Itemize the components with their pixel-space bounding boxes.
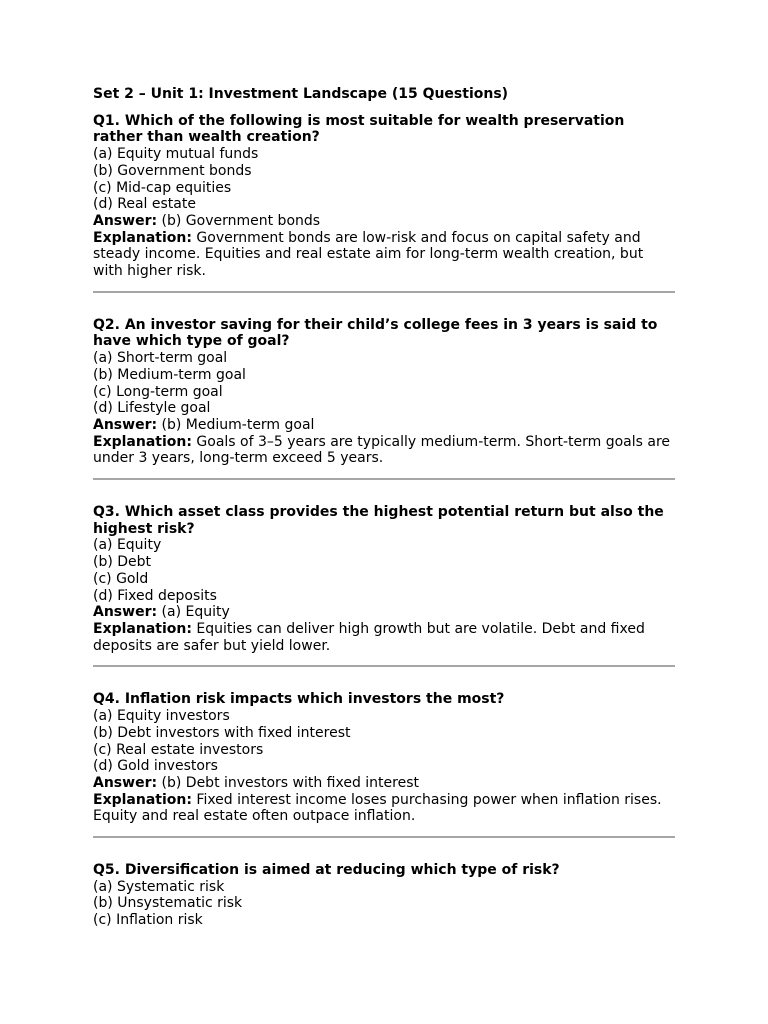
answer-option: (d) Real estate <box>93 196 196 213</box>
answer-option: (d) Lifestyle goal <box>93 400 211 417</box>
explanation-text: Goals of 3–5 years are typically medium-term. Short-term goals are under 3 years, long-term exceed 5 years. <box>93 433 671 467</box>
explanation-text: Government bonds are low-risk and focus on capital safety and steady income. Equities and real estate aim for long-term wealth creation, but with higher risk. <box>93 229 644 280</box>
answer-option: (a) Equity <box>93 537 162 554</box>
question-text: Q5. Diversification is aimed at reducing which type of risk? <box>93 862 560 879</box>
answer-option: (b) Debt investors with fixed interest <box>93 724 351 741</box>
answer-option: (b) Government bonds <box>93 162 252 179</box>
answer-line <box>93 213 675 230</box>
answer-line <box>93 775 675 792</box>
question-block <box>93 691 675 825</box>
question-block <box>93 504 675 654</box>
answer-option: (c) Gold <box>93 570 149 587</box>
answer-value: (b) Debt investors with fixed interest <box>161 774 420 791</box>
explanation-line <box>93 434 675 467</box>
section-spacer <box>93 480 675 504</box>
answer-option: (b) Unsystematic risk <box>93 895 243 912</box>
answer-option: (a) Short-term goal <box>93 350 228 367</box>
question-block <box>93 113 675 280</box>
answer-option: (a) Systematic risk <box>93 878 225 895</box>
question-block <box>93 862 675 929</box>
explanation-line <box>93 621 675 654</box>
question-text: Q1. Which of the following is most suitable for wealth preservation rather than wealth creation? <box>93 112 625 146</box>
question-text: Q3. Which asset class provides the highest potential return but also the highest risk? <box>93 504 664 537</box>
answer-option: (c) Real estate investors <box>93 741 264 758</box>
answer-option: (c) Inflation risk <box>93 912 203 929</box>
question-text: Q4. Inflation risk impacts which investors the most? <box>93 691 505 708</box>
answer-line <box>93 417 675 434</box>
answer-option: (b) Debt <box>93 554 152 571</box>
answer-option: (c) Long-term goal <box>93 383 223 400</box>
answer-label: Answer: <box>93 604 158 621</box>
explanation-label: Explanation: <box>93 433 192 450</box>
answer-option: (a) Equity investors <box>93 708 230 725</box>
question-block <box>93 317 675 467</box>
answer-value: (b) Medium-term goal <box>161 416 315 433</box>
answer-option: (a) Equity mutual funds <box>93 146 259 163</box>
explanation-label: Explanation: <box>93 620 192 637</box>
explanation-text: Fixed interest income loses purchasing power when inflation rises. Equity and real estate often outpace inflation. <box>93 791 662 825</box>
explanation-label: Explanation: <box>93 791 192 808</box>
section-spacer <box>93 838 675 862</box>
document-page <box>93 86 675 929</box>
answer-line <box>93 604 675 621</box>
answer-option: (d) Gold investors <box>93 758 218 775</box>
section-spacer <box>93 667 675 691</box>
question-list <box>93 113 675 929</box>
explanation-line <box>93 792 675 825</box>
answer-label: Answer: <box>93 212 158 229</box>
answer-label: Answer: <box>93 416 158 433</box>
answer-option: (b) Medium-term goal <box>93 366 246 383</box>
answer-label: Answer: <box>93 774 158 791</box>
explanation-label: Explanation: <box>93 229 192 246</box>
explanation-text: Equities can deliver high growth but are volatile. Debt and fixed deposits are safer but yield lower. <box>93 620 645 654</box>
section-spacer <box>93 293 675 317</box>
explanation-line <box>93 230 675 280</box>
answer-value: (a) Equity <box>161 604 230 621</box>
document-title: Set 2 – Unit 1: Investment Landscape (15 Questions) <box>93 86 509 102</box>
answer-option: (c) Mid-cap equities <box>93 179 232 196</box>
answer-value: (b) Government bonds <box>161 212 321 229</box>
question-text: Q2. An investor saving for their child’s college fees in 3 years is said to have which type of goal? <box>93 316 658 350</box>
answer-option: (d) Fixed deposits <box>93 587 217 604</box>
